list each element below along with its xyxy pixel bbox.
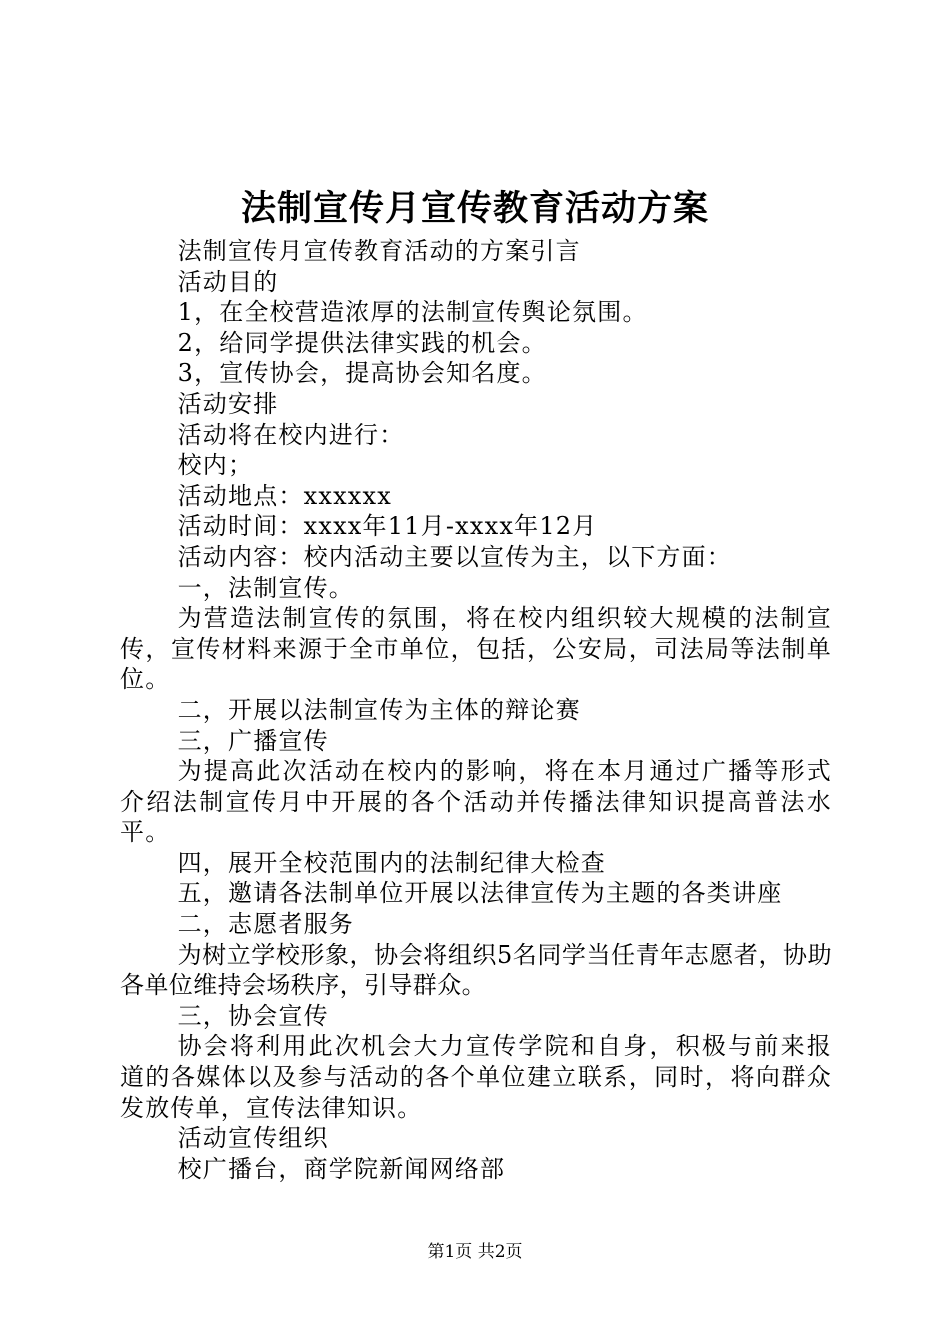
section-legal-publicity: 一，法制宣传。 — [177, 573, 354, 602]
activity-content: 活动内容：校内活动主要以宣传为主，以下方面： — [177, 542, 732, 571]
page-footer: 第1页 共2页 — [427, 1242, 523, 1262]
section-inspection: 四，展开全校范围内的法制纪律大检查 — [177, 848, 606, 877]
section-debate: 二，开展以法制宣传为主体的辩论赛 — [177, 695, 581, 724]
heading-purpose: 活动目的 — [177, 267, 279, 296]
broadcast-text: 为提高此次活动在校内的影响，将在本月通过广播等形式介绍法制宣传月中开展的各个活动并传播法律知识提高普法水平。 — [120, 757, 832, 847]
arrangement-location-note: 活动将在校内进行： — [177, 420, 405, 449]
paragraph-intro: 法制宣传月宣传教育活动的方案引言 — [177, 237, 581, 265]
purpose-item-3: 3，宣传协会，提高协会知名度。 — [177, 359, 547, 388]
document-title: 法制宣传月宣传教育活动方案 — [240, 188, 709, 229]
purpose-item-2: 2，给同学提供法律实践的机会。 — [177, 328, 547, 357]
heading-publicity-organization: 活动宣传组织 — [177, 1124, 329, 1153]
section-broadcast: 三，广播宣传 — [177, 726, 329, 755]
volunteer-text: 为树立学校形象，协会将组织5名同学当任青年志愿者，协助各单位维持会场秩序，引导群众。 — [120, 940, 832, 1000]
document-body — [120, 236, 832, 1184]
section-volunteer: 二，志愿者服务 — [177, 910, 354, 939]
activity-venue: 活动地点：xxxxxx — [177, 481, 393, 510]
publicity-organization-text: 校广播台，商学院新闻网络部 — [177, 1154, 506, 1183]
section-lectures: 五，邀请各法制单位开展以法律宣传为主题的各类讲座 — [177, 879, 783, 908]
legal-publicity-text: 为营造法制宣传的氛围，将在校内组织较大规模的法制宣传，宣传材料来源于全市单位，包括，公安局，司法局等法制单位。 — [120, 604, 832, 694]
arrangement-on-campus: 校内； — [177, 451, 254, 480]
purpose-item-1: 1，在全校营造浓厚的法制宣传舆论氛围。 — [177, 298, 648, 327]
section-association-publicity: 三，协会宣传 — [177, 1001, 329, 1030]
activity-time: 活动时间：xxxx年11月-xxxx年12月 — [177, 512, 598, 541]
heading-arrangement: 活动安排 — [177, 389, 279, 418]
association-publicity-text: 协会将利用此次机会大力宣传学院和自身，积极与前来报道的各媒体以及参与活动的各个单位建立联系，同时，将向群众发放传单，宣传法律知识。 — [120, 1032, 832, 1122]
